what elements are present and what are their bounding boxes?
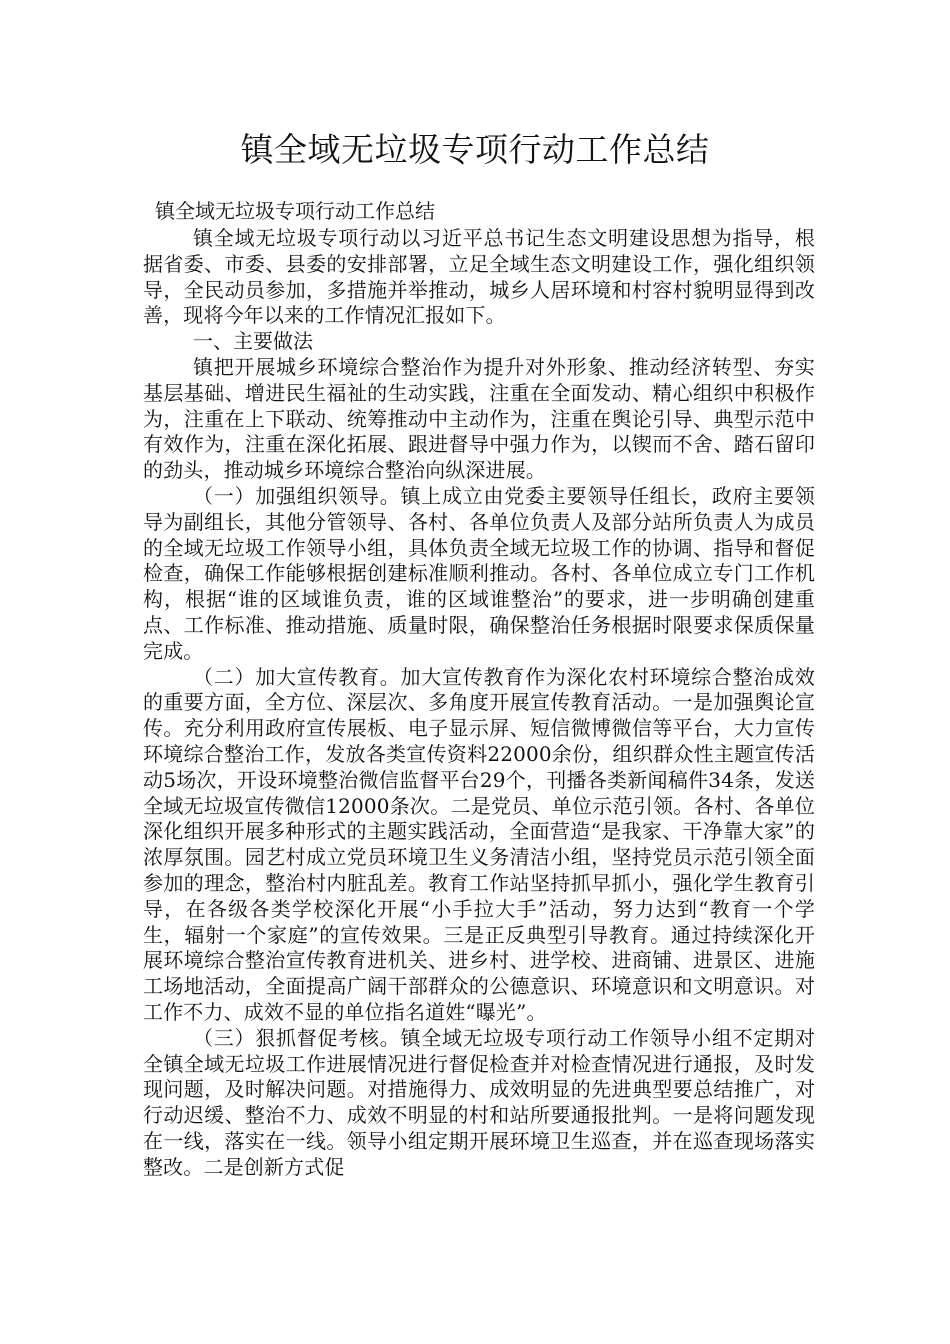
document-subtitle: 镇全域无垃圾专项行动工作总结 xyxy=(155,199,435,223)
supervision-assessment-paragraph: （三）狠抓督促考核。镇全域无垃圾专项行动工作领导小组不定期对全镇全域无垃圾工作进展情况进行督促检查并对检查情况进行通报，及时发现问题，及时解决问题。对措施得力、成效明显的先进典型要总结推广，对行动迟缓、整治不力、成效不明显的村和站所要通报批判。一是将问题发现在一线，落实在一线。领导小组定期开展环境卫生巡查，并在巡查现场落实整改。二是创新方式促 xyxy=(143,1025,815,1179)
intro-paragraph: 镇全域无垃圾专项行动以习近平总书记生态文明建设思想为指导，根据省委、市委、县委的安排部署，立足全域生态文明建设工作，强化组织领导，全民动员参加，多措施并举推动，城乡人居环境和村容村貌明显得到改善，现将今年以来的工作情况汇报如下。 xyxy=(143,226,815,328)
document-title: 镇全域无垃圾专项行动工作总结 xyxy=(240,130,710,169)
publicity-education-paragraph: （二）加大宣传教育。加大宣传教育作为深化农村环境综合整治成效的重要方面，全方位、深层次、多角度开展宣传教育活动。一是加强舆论宣传。充分利用政府宣传展板、电子显示屏、短信微博微信等平台，大力宣传环境综合整治工作，发放各类宣传资料22000余份，组织群众性主题宣传活动5场次，开设环境整治微信监督平台29个，刊播各类新闻稿件34条，发送全域无垃圾宣传微信12000条次。二是党员、单位示范引领。各村、各单位深化组织开展多种形式的主题实践活动，全面营造“是我家、干净靠大家”的浓厚氛围。园艺村成立党员环境卫生义务清洁小组，坚持党员示范引领全面参加的理念，整治村内脏乱差。教育工作站坚持抓早抓小，强化学生教育引导，在各级各类学校深化开展“小手拉大手”活动，努力达到“教育一个学生，辐射一个家庭”的宣传效果。三是正反典型引导教育。通过持续深化开展环境综合整治宣传教育进机关、进乡村、进学校、进商铺、进景区、进施工场地活动，全面提高广阔干部群众的公德意识、环境意识和文明意识。对工作不力、成效不显的单位指名道姓“曝光”。 xyxy=(143,664,815,1024)
overview-paragraph: 镇把开展城乡环境综合整治作为提升对外形象、推动经济转型、夯实基层基础、增进民生福祉的生动实践，注重在全面发动、精心组织中积极作为，注重在上下联动、统筹推动中主动作为，注重在舆论引导、典型示范中有效作为，注重在深化拓展、跟进督导中强力作为，以锲而不舍、踏石留印的劲头，推动城乡环境综合整治向纵深进展。 xyxy=(143,354,815,483)
organization-leadership-paragraph: （一）加强组织领导。镇上成立由党委主要领导任组长，政府主要领导为副组长，其他分管领导、各村、各单位负责人及部分站所负责人为成员的全域无垃圾工作领导小组，具体负责全域无垃圾工作的协调、指导和督促检查，确保工作能够根据创建标准顺利推动。各村、各单位成立专门工作机构，根据“谁的区域谁负责，谁的区域谁整治”的要求，进一步明确创建重点、工作标准、推动措施、质量时限，确保整治任务根据时限要求保质保量完成。 xyxy=(143,483,815,663)
document-body xyxy=(143,226,815,1180)
section-heading-main-methods: 一、主要做法 xyxy=(193,329,313,354)
